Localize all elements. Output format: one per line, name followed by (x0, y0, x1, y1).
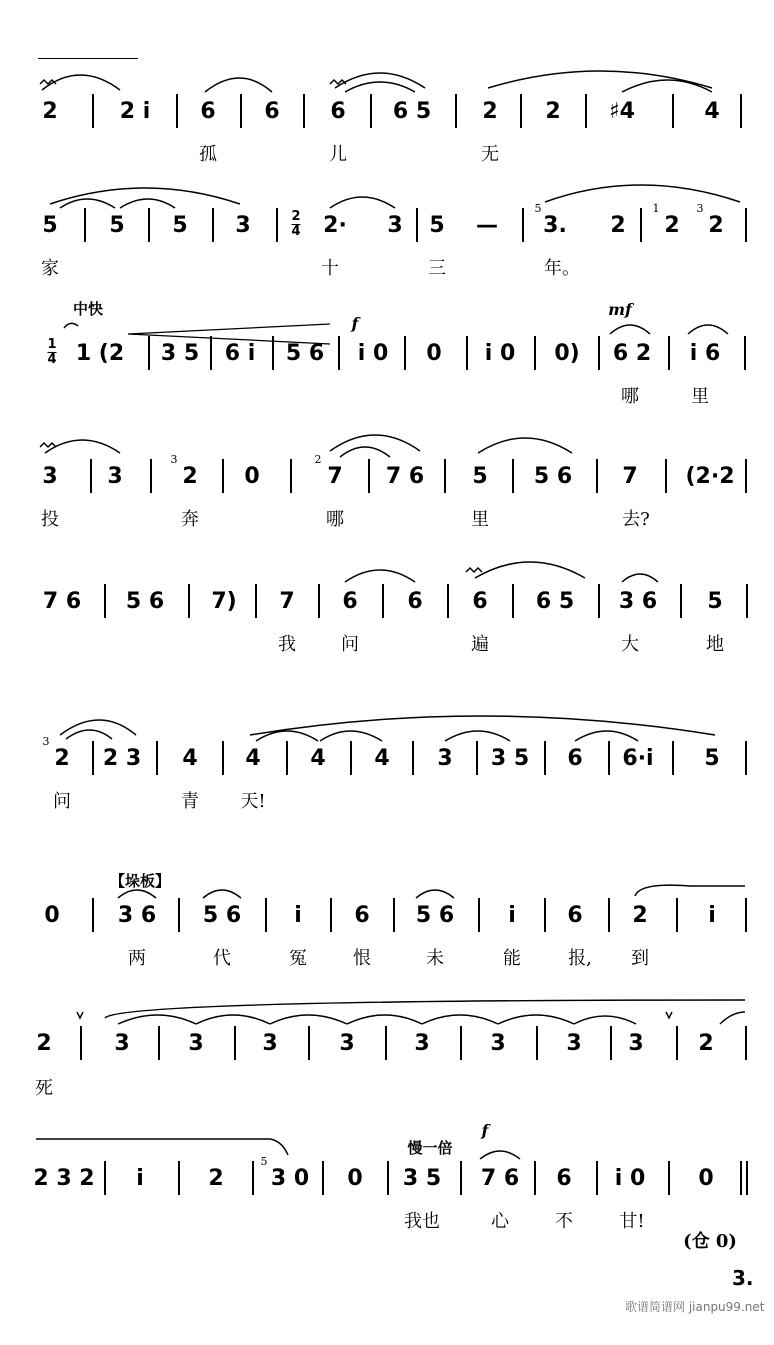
note: — (476, 213, 498, 238)
note: 5 (429, 213, 445, 238)
note: 7 (622, 464, 638, 489)
time-signature: 1 4 (47, 337, 57, 367)
slur-arcs (0, 98, 774, 158)
note: 2 3 2 (33, 1166, 95, 1191)
slur-arcs (0, 588, 774, 648)
note: 7 (327, 464, 343, 489)
note: 0 (244, 464, 260, 489)
lyric: 到 (631, 948, 649, 969)
grace-note: 5 (534, 202, 542, 215)
note: 3 (437, 746, 453, 771)
grace-note: 5 (260, 1155, 268, 1168)
note: 0 (426, 341, 442, 366)
lyric: 青 (181, 791, 199, 812)
lyric: 投 (41, 509, 59, 530)
section-label: 【垛板】 (109, 872, 171, 890)
note: 2 (208, 1166, 224, 1191)
note: 2 (632, 903, 648, 928)
lyric: 我也 (404, 1211, 440, 1232)
note: 4 (374, 746, 390, 771)
lyric: 儿 (329, 144, 347, 165)
lyric: 奔 (181, 509, 199, 530)
note: 6 (567, 746, 583, 771)
note: i 6 (689, 341, 721, 366)
note: 0 (698, 1166, 714, 1191)
note: 3 6 (618, 589, 658, 614)
note: 5 (704, 746, 720, 771)
note: 6 (556, 1166, 572, 1191)
score-line-6 (0, 735, 774, 925)
note: 7 6 (42, 589, 82, 614)
note: 3 (339, 1031, 355, 1056)
slur-arcs (0, 209, 774, 272)
note: 6 (407, 589, 423, 614)
slur-arcs (0, 1030, 774, 1090)
note: i (708, 903, 716, 928)
note: 3 (566, 1031, 582, 1056)
note: 6 (567, 903, 583, 928)
note: 5 6 (125, 589, 165, 614)
lyric: 三 (428, 258, 446, 279)
dynamic-f: f (481, 1121, 489, 1140)
lyric: 哪 (326, 509, 344, 530)
lyric: 代 (213, 948, 231, 969)
time-signature: 2 4 (291, 209, 301, 239)
note: 0 (347, 1166, 363, 1191)
note: 6 i (224, 341, 256, 366)
note: 2 i (119, 99, 151, 124)
grace-note: 3 (42, 735, 50, 748)
note: 6 (264, 99, 280, 124)
note: i (294, 903, 302, 928)
note: (2·2 (685, 464, 735, 489)
note: ♯4 (609, 99, 635, 124)
lyric: 不 (555, 1211, 573, 1232)
note: 2 (42, 99, 58, 124)
note: 2 3 (102, 746, 142, 771)
slur-arcs (0, 745, 774, 805)
lyric: 遍 (471, 634, 489, 655)
note: 3 (628, 1031, 644, 1056)
note: 5 6 (533, 464, 573, 489)
tempo-marking: 慢一倍 (407, 1139, 453, 1157)
note: 2 (182, 464, 198, 489)
note: 2 (54, 746, 70, 771)
lyric: 大 (621, 634, 639, 655)
note: 5 6 (415, 903, 455, 928)
note: 3 (107, 464, 123, 489)
note: 3 (42, 464, 58, 489)
note: 5 (707, 589, 723, 614)
note: i 0 (614, 1166, 646, 1191)
note: 7) (211, 589, 237, 614)
slur-arcs (0, 463, 774, 523)
lyric: 心 (491, 1211, 509, 1232)
note: 3 0 (270, 1166, 310, 1191)
note: 2 (36, 1031, 52, 1056)
grace-note: 3 (696, 202, 704, 215)
note: 5 (472, 464, 488, 489)
score-line-9 (0, 1121, 774, 1345)
note: 3 (490, 1031, 506, 1056)
note: 7 6 (385, 464, 425, 489)
note: 3. (543, 213, 567, 238)
note: 4 (182, 746, 198, 771)
note: 6 5 (535, 589, 575, 614)
note: 5 (42, 213, 58, 238)
note: 2· (323, 213, 347, 238)
slur-arcs (0, 1165, 774, 1225)
score-line-5 (0, 588, 774, 768)
note: 6 5 (392, 99, 432, 124)
note: i 0 (484, 341, 516, 366)
top-rule (38, 58, 138, 59)
site-footer: 歌谱简谱网 jianpu99.net (625, 1300, 765, 1314)
percussion-ending: (仓 0) (683, 1231, 737, 1252)
lyric: 天! (240, 791, 266, 812)
note: 5 6 (285, 341, 325, 366)
lyric: 里 (471, 509, 489, 530)
lyric: 能 (503, 948, 521, 969)
lyric: 死 (35, 1078, 53, 1099)
grace-note: 3 (170, 453, 178, 466)
grace-note: 1 (652, 202, 660, 215)
note: 2 (610, 213, 626, 238)
lyric: 未 (426, 948, 444, 969)
lyric: 孤 (199, 144, 217, 165)
note: 3 6 (117, 903, 157, 928)
page-number: 3. (732, 1266, 754, 1290)
note: 4 (310, 746, 326, 771)
note: 6·i (622, 746, 654, 771)
lyric: 地 (706, 634, 724, 655)
note: 6 (330, 99, 346, 124)
note: 4 (245, 746, 261, 771)
note: 5 6 (202, 903, 242, 928)
lyric: 我 (278, 634, 296, 655)
note: 2 (664, 213, 680, 238)
lyric: 两 (128, 948, 146, 969)
note: 6 (200, 99, 216, 124)
dynamic-mf: mf (608, 300, 632, 319)
note: 3 (235, 213, 251, 238)
note: 6 (472, 589, 488, 614)
note: 7 6 (480, 1166, 520, 1191)
lyric: 年。 (544, 258, 580, 279)
dynamic-f: f (351, 314, 359, 333)
lyric: 冤 (289, 948, 307, 969)
note: 0 (44, 903, 60, 928)
lyric: 哪 (621, 386, 639, 407)
tempo-marking: 中快 (72, 300, 104, 318)
lyric: 问 (53, 791, 71, 812)
note: 2 (698, 1031, 714, 1056)
note: i (136, 1166, 144, 1191)
note: 6 (354, 903, 370, 928)
lyric: 无 (481, 144, 499, 165)
lyric: 问 (341, 634, 359, 655)
lyric: 甘! (619, 1211, 645, 1232)
lyric: 去? (622, 509, 650, 530)
note: 4 (704, 99, 720, 124)
note: 3 5 (160, 341, 200, 366)
note: 2 (545, 99, 561, 124)
note: 3 (188, 1031, 204, 1056)
note: 3 (114, 1031, 130, 1056)
lyric: 十 (321, 258, 339, 279)
note: 6 2 (612, 341, 652, 366)
grace-note: 2 (314, 453, 322, 466)
note: 2 (708, 213, 724, 238)
note: 2 (482, 99, 498, 124)
note: 0) (554, 341, 580, 366)
note: i (508, 903, 516, 928)
lyric: 里 (691, 386, 709, 407)
note: 5 (109, 213, 125, 238)
lyric: 报, (568, 948, 592, 969)
note: 7 (279, 589, 295, 614)
note: 6 (342, 589, 358, 614)
lyric: 恨 (353, 948, 371, 969)
lyric: 家 (41, 258, 59, 279)
slur-arcs (0, 337, 774, 400)
note: i 0 (357, 341, 389, 366)
note: 1 (2 (75, 341, 125, 366)
note: 3 (262, 1031, 278, 1056)
note: 3 5 (490, 746, 530, 771)
note: 3 (387, 213, 403, 238)
note: 3 5 (402, 1166, 442, 1191)
slur-arcs (0, 902, 774, 962)
note: 5 (172, 213, 188, 238)
note: 3 (414, 1031, 430, 1056)
